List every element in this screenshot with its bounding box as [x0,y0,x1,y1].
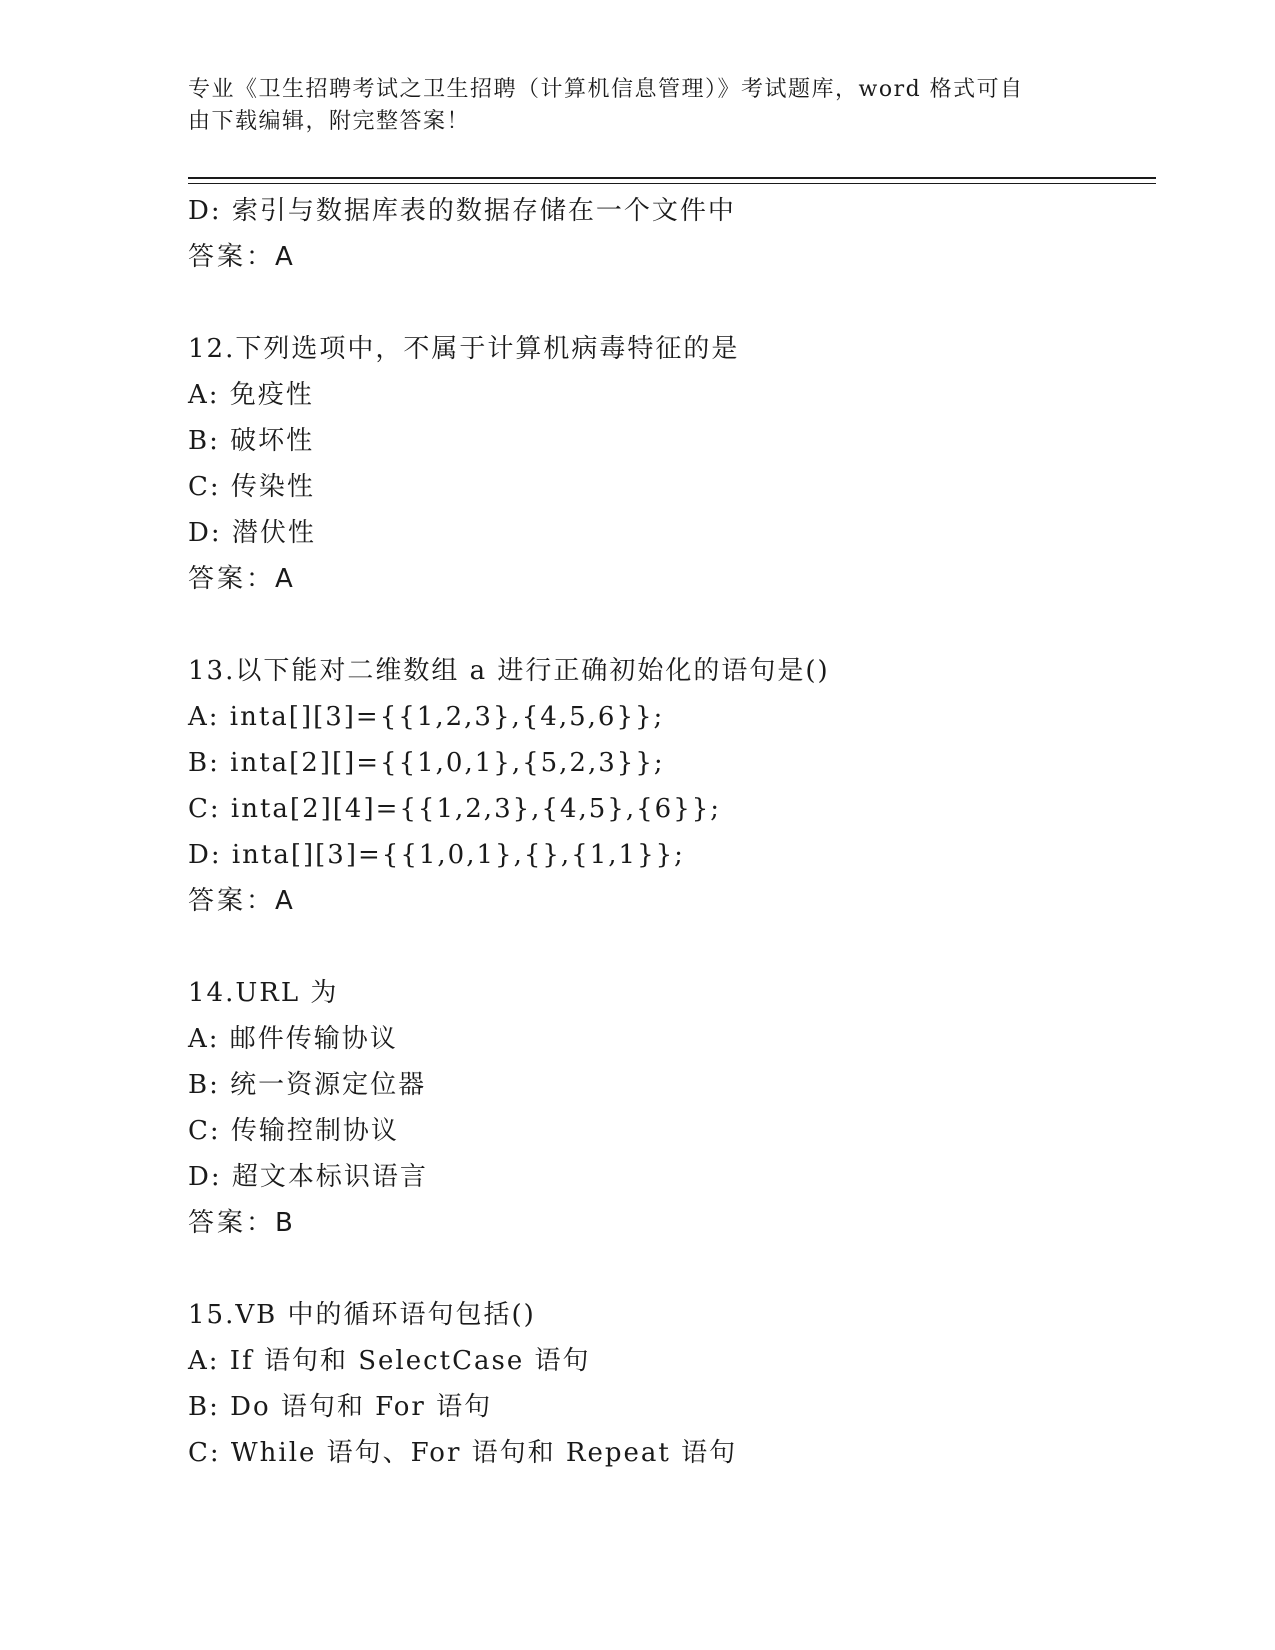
header-divider-thin [188,183,1156,184]
option-a: A: 免疫性 [188,380,314,410]
header-divider-thick [188,177,1156,179]
option-b: B: 统一资源定位器 [188,1070,427,1100]
option-d: D: 超文本标识语言 [188,1162,428,1192]
spacer [188,924,1148,970]
answer-line: 答案：A [188,886,296,916]
option-a: A: inta[][3]={{1,2,3},{4,5,6}}; [188,702,665,732]
option-d: D: inta[][3]={{1,0,1},{},{1,1}}; [188,840,685,870]
option-c: C: While 语句、For 语句和 Repeat 语句 [188,1438,738,1468]
question-13 [188,648,1148,924]
option-a: A: 邮件传输协议 [188,1024,398,1054]
spacer [188,602,1148,648]
question-12 [188,326,1148,602]
header-line-2: 由下载编辑，附完整答案！ [188,109,471,134]
question-14 [188,970,1148,1246]
question-title: 15.VB 中的循环语句包括() [188,1300,536,1330]
question-title: 14.URL 为 [188,978,339,1008]
option-a: A: If 语句和 SelectCase 语句 [188,1346,591,1376]
header-line-1: 专业《卫生招聘考试之卫生招聘（计算机信息管理）》考试题库，word 格式可自 [188,77,1024,102]
answer-line: 答案：B [188,1208,296,1238]
option-c: C: inta[2][4]={{1,2,3},{4,5},{6}}; [188,794,722,824]
question-11-answer: 答案：A [188,242,296,272]
document-header [188,74,1088,138]
question-11-option-d: D: 索引与数据库表的数据存储在一个文件中 [188,196,736,226]
question-title: 12.下列选项中，不属于计算机病毒特征的是 [188,334,740,364]
option-b: B: Do 语句和 For 语句 [188,1392,493,1422]
spacer [188,1246,1148,1292]
option-c: C: 传输控制协议 [188,1116,399,1146]
question-15 [188,1292,1148,1476]
question-title: 13.以下能对二维数组 a 进行正确初始化的语句是() [188,656,830,686]
option-d: D: 潜伏性 [188,518,316,548]
option-b: B: inta[2][]={{1,0,1},{5,2,3}}; [188,748,665,778]
option-c: C: 传染性 [188,472,315,502]
answer-line: 答案：A [188,564,296,594]
option-b: B: 破坏性 [188,426,315,456]
spacer [188,280,1148,326]
question-list [188,188,1148,1476]
